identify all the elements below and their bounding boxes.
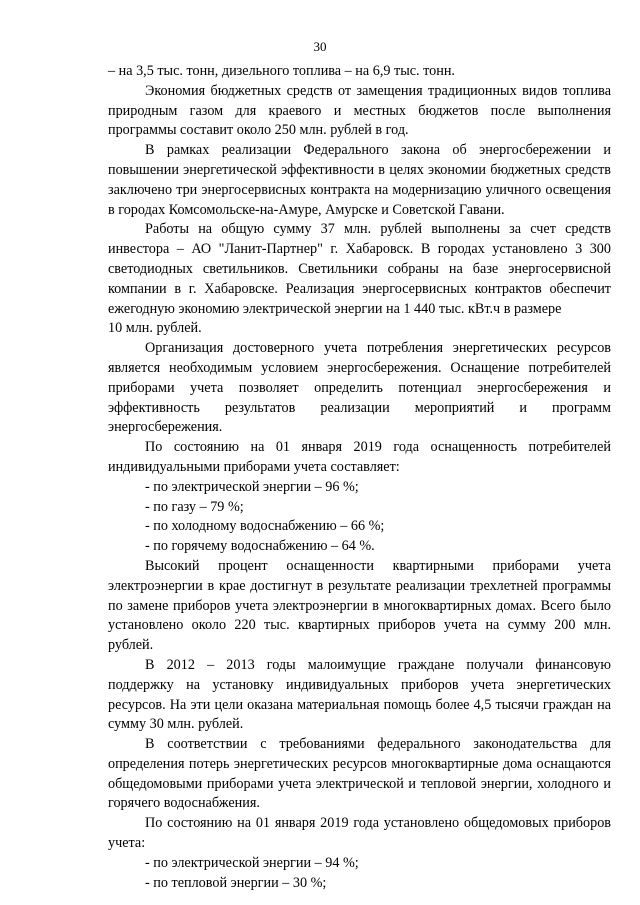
list-item-cold-water-individual: - по холодному водоснабжению – 66 %; — [145, 518, 385, 535]
list-item-electric-individual: - по электрической энергии – 96 %; — [145, 478, 359, 495]
paragraph-common-meters-intro: По состоянию на 01 января 2019 года установлено общедомовых приборов учета: — [108, 815, 611, 852]
list-item-electric-common: - по электрической энергии – 94 %; — [145, 854, 359, 871]
paragraph-investor-works: Работы на общую сумму 37 млн. рублей выполнены за счет средств инвестора – АО "Ланит-Партнер" г. Хабаровск. В городах установлено 3 300 светодиодных светильников. Светильники собраны на базе энергосервисной компании в г. Хабаровске. Реализация энергосервисных контрактов обеспечит ежегодную экономию электрической энергии на 1 440 тыс. кВт.ч в размере — [108, 221, 611, 317]
list-item-gas-individual: - по газу – 79 %; — [145, 498, 244, 515]
paragraph-budget-savings: Экономия бюджетных средств от замещения традиционных видов топлива природным газом для краевого и местных бюджетов после выполнения программы составит около 250 млн. рублей в год. — [108, 82, 611, 139]
paragraph-individual-meters-intro: По состоянию на 01 января 2019 года оснащенность потребителей индивидуальными приборами учета составляет: — [108, 439, 611, 475]
document-body — [108, 62, 611, 893]
paragraph-energy-service-contracts: В рамках реализации Федерального закона об энергосбережении и повышении энергетической эффективности в целях экономии бюджетных средств заключено три энергосервисных контракта на модернизацию уличного освещения в городах Комсомольске-на-Амуре, Амурске и Советской Гавани. — [108, 142, 611, 218]
list-item-heat-common: - по тепловой энергии – 30 %; — [145, 874, 327, 891]
paragraph-investor-works-end: 10 млн. рублей. — [108, 320, 202, 337]
paragraph-low-income-support: В 2012 – 2013 годы малоимущие граждане получали финансовую поддержку на установку индивидуальных приборов учета энергетических ресурсов. На эти цели оказана материальная помощь более 4,5 тысячи граждан на сумму 30 млн. рублей. — [108, 656, 611, 733]
paragraph-common-house-meters: В соответствии с требованиями федерального законодательства для определения потерь энергетических ресурсов многоквартирные дома оснащаются общедомовыми приборами учета электрической и тепловой энергии, холодного и горячего водоснабжения. — [108, 736, 611, 812]
list-item-hot-water-individual: - по горячему водоснабжению – 64 %. — [145, 538, 375, 555]
paragraph-metering-importance: Организация достоверного учета потребления энергетических ресурсов является необходимым условием энергосбережения. Оснащение потребителей приборами учета позволяет определить потенциал энергосбережения и эффективность результатов реализации мероприятий и программ энергосбережения. — [108, 340, 611, 436]
paragraph-meter-replacement-program: Высокий процент оснащенности квартирными приборами учета электроэнергии в крае достигнут в результате реализации трехлетней программы по замене приборов учета электроэнергии в многоквартирных домах. Всего было установлено около 220 тыс. квартирных приборов учета на сумму 200 млн. рублей. — [108, 557, 611, 654]
page-number: 30 — [313, 39, 327, 54]
paragraph-fuel-savings-end: – на 3,5 тыс. тонн, дизельного топлива – на 6,9 тыс. тонн. — [108, 63, 455, 79]
